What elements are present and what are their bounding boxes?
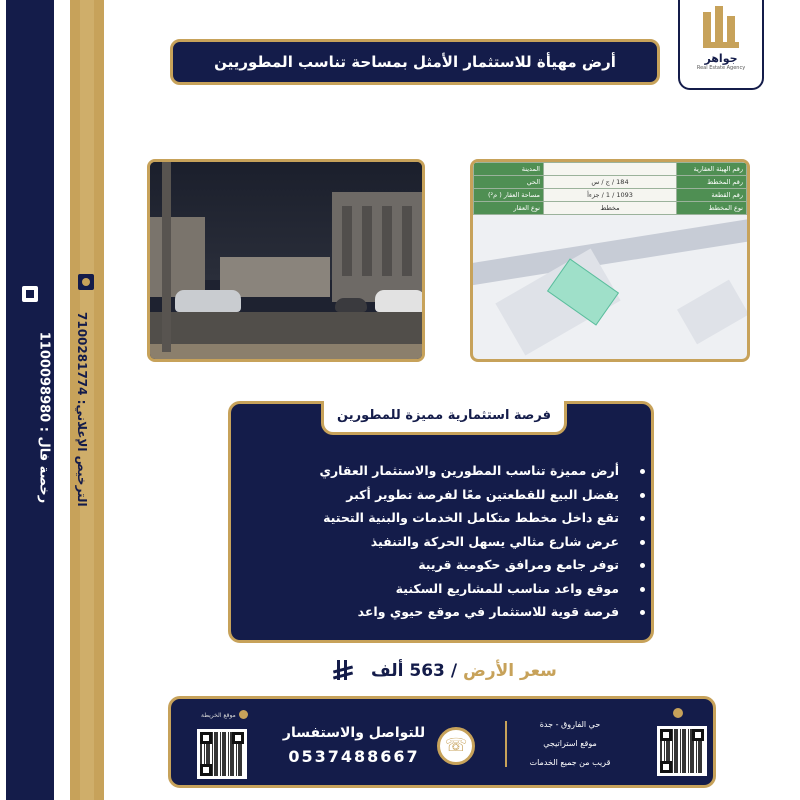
fal-license-text: رخصة فال : 1100098980 — [36, 331, 52, 504]
table-row: رقم الهيئة العقارية المدينة — [474, 163, 747, 176]
features-title: فرصة استثمارية مميزة للمطورين — [321, 401, 567, 435]
saudi-riyal-icon — [333, 660, 355, 682]
title-banner — [170, 39, 660, 85]
land-photo — [147, 159, 425, 362]
ad-license-icon — [78, 274, 94, 290]
phone-number[interactable]: 0537488667 — [288, 747, 420, 766]
ad-license-text: الترخيص الإعلاني: 7100281774 — [75, 312, 89, 507]
price-line — [300, 660, 590, 690]
price-separator: / — [450, 661, 458, 681]
logo-english-text: Real Estate Agency — [696, 65, 746, 71]
contact-label: للتواصل والاستفسار — [282, 725, 426, 741]
location-pin-icon — [673, 708, 683, 718]
list-item: تقع داخل مخطط متكامل الخدمات والبنية التحتية — [320, 506, 623, 530]
location-line: حي الفاروق - جدة — [539, 720, 601, 729]
list-item: يفضل البيع للقطعتين معًا لفرصة تطوير أكبر — [320, 483, 623, 507]
site-qr-code[interactable] — [197, 729, 247, 779]
plot-info-table — [473, 162, 747, 215]
contact-footer — [168, 696, 716, 788]
list-item: أرض مميزة تناسب المطورين والاستثمار العقاري — [320, 459, 623, 483]
list-item: توفر جامع ومرافق حكومية قريبة — [320, 553, 623, 577]
site-label: موقع الخريطة — [201, 712, 236, 719]
table-row: نوع المخطط مخطط نوع العقار — [474, 202, 747, 215]
location-line: قريب من جميع الخدمات — [529, 758, 611, 767]
table-row: رقم القطعة 1093 / 1 / جزءأ مساحة العقار ( م²) — [474, 189, 747, 202]
company-logo — [678, 0, 764, 90]
page-title: أرض مهيأة للاستثمار الأمثل بمساحة تناسب المطوريين — [214, 53, 616, 71]
list-item: فرصة قوية للاستثمار في موقع حيوي واعد — [320, 600, 623, 624]
features-list — [320, 459, 623, 624]
location-info — [515, 715, 625, 772]
license-icon — [22, 286, 38, 302]
phone-icon[interactable]: ☏ — [437, 727, 475, 765]
logo-mark-icon — [699, 6, 743, 50]
price-value: 563 ألف — [371, 661, 445, 681]
location-line: موقع استراتيجي — [543, 739, 597, 748]
plot-map — [470, 159, 750, 362]
price-label: سعر الأرض — [462, 661, 557, 681]
footer-divider — [505, 721, 507, 767]
logo-arabic-text: جواهر — [704, 52, 738, 65]
list-item: عرض شارع مثالي يسهل الحركة والتنفيذ — [320, 530, 623, 554]
map-pin-icon — [239, 710, 248, 719]
features-box — [228, 401, 654, 643]
list-item: موقع واعد مناسب للمشاريع السكنية — [320, 577, 623, 601]
table-row: رقم المخطط 184 / ج / س الحي — [474, 176, 747, 189]
location-qr-code[interactable] — [657, 726, 707, 776]
